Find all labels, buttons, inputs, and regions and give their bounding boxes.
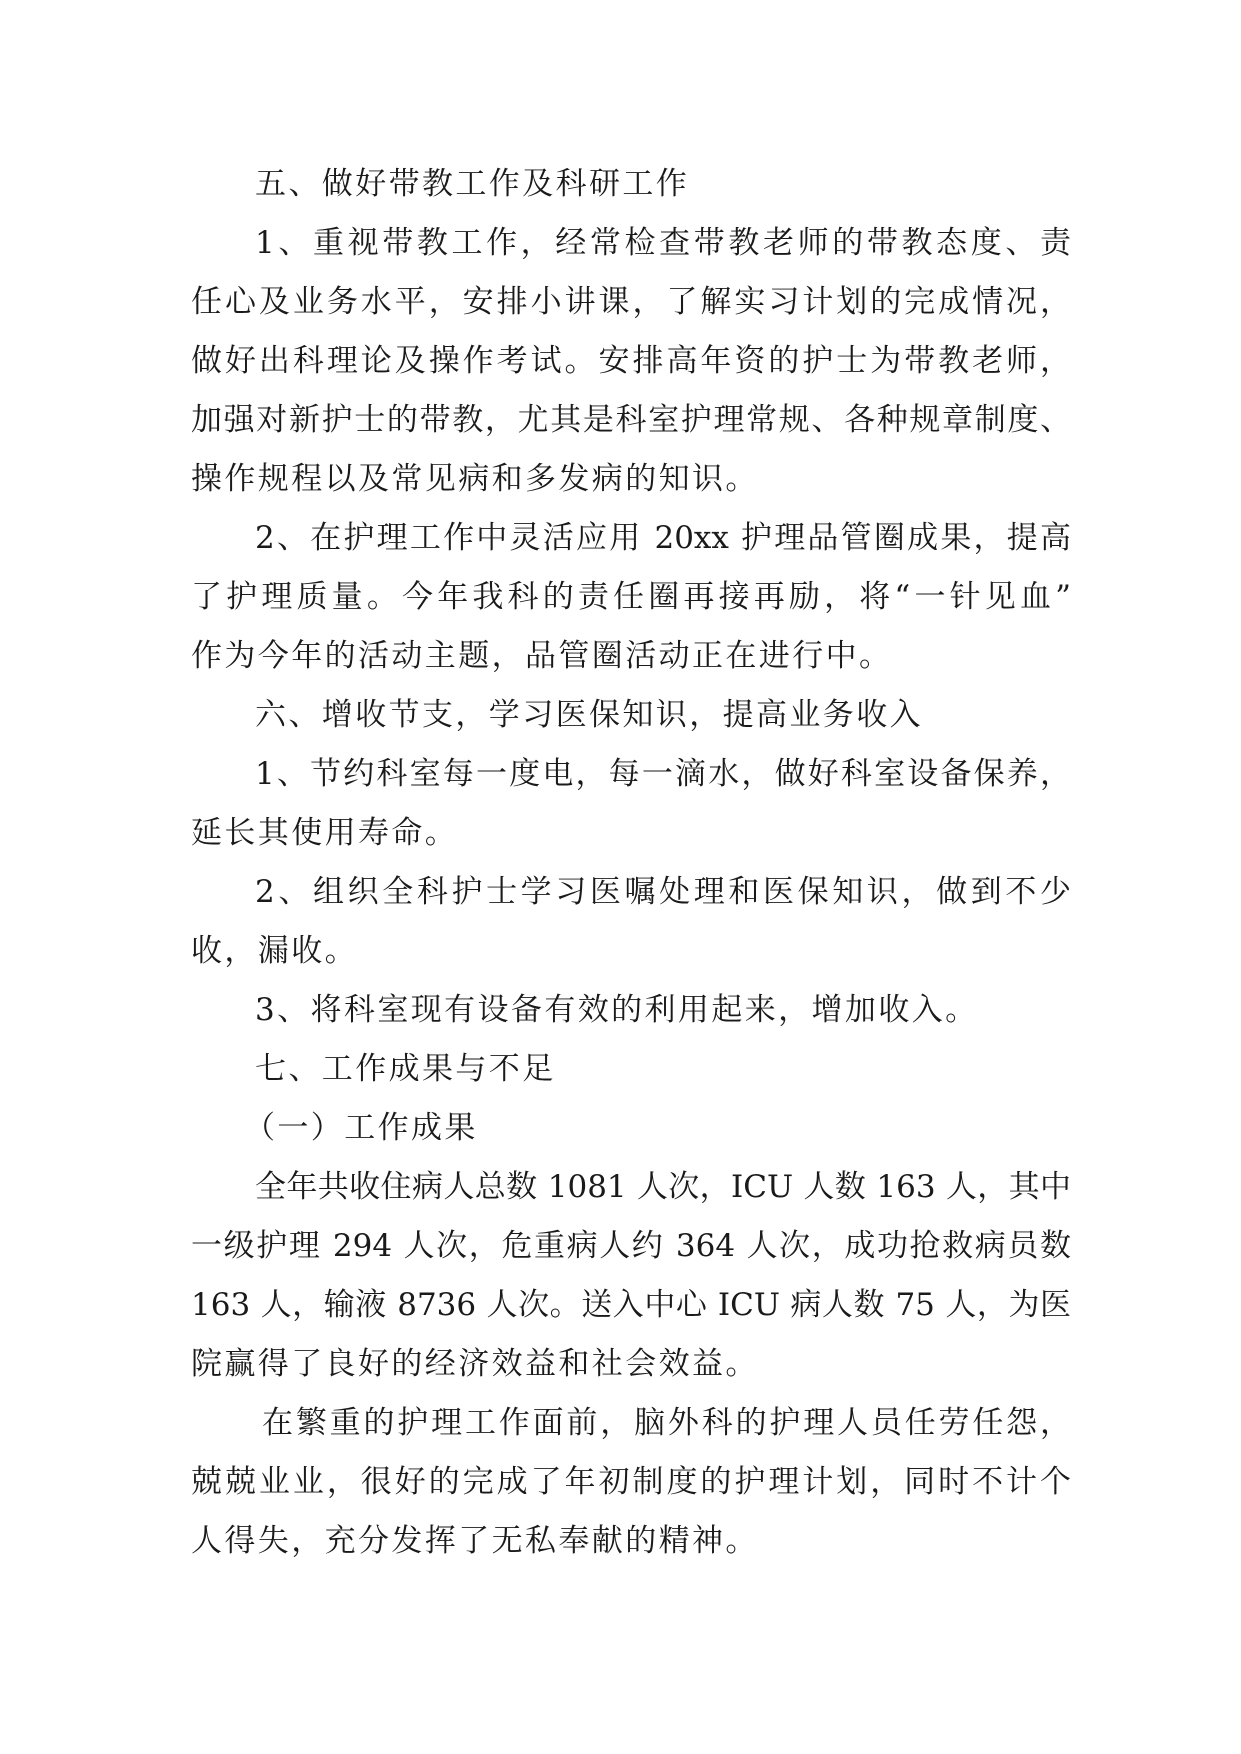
paragraph-line: 1、重视带教工作，经常检查带教老师的带教态度、责 — [255, 225, 1071, 261]
paragraph-line: 163 人，输液 8736 人次。送入中心 ICU 病人数 75 人，为医 — [191, 1287, 1071, 1323]
paragraph-line: 兢兢业业，很好的完成了年初制度的护理计划，同时不计个 — [191, 1464, 1071, 1500]
paragraph-line: 任心及业务水平，安排小讲课，了解实习计划的完成情况， — [191, 284, 1071, 320]
paragraph-line: 全年共收住病人总数 1081 人次，ICU 人数 163 人，其中 — [255, 1169, 1071, 1205]
paragraph-line: 了护理质量。今年我科的责任圈再接再励，将“一针见血” — [191, 579, 1071, 615]
paragraph-line: 作为今年的活动主题，品管圈活动正在进行中。 — [191, 638, 893, 674]
paragraph-line: 做好出科理论及操作考试。安排高年资的护士为带教老师， — [191, 343, 1071, 379]
paragraph-line: 一级护理 294 人次，危重病人约 364 人次，成功抢救病员数 — [191, 1228, 1071, 1264]
paragraph-line: 加强对新护士的带教，尤其是科室护理常规、各种规章制度、 — [191, 402, 1071, 438]
section-heading-5: 五、做好带教工作及科研工作 — [255, 166, 690, 202]
paragraph-line: 收，漏收。 — [191, 933, 358, 969]
paragraph-line: 2、在护理工作中灵活应用 20xx 护理品管圈成果，提高 — [255, 520, 1071, 556]
paragraph-line: 1、节约科室每一度电，每一滴水，做好科室设备保养， — [255, 756, 1071, 792]
paragraph-line: 2、组织全科护士学习医嘱处理和医保知识，做到不少 — [255, 874, 1071, 910]
paragraph-line: 操作规程以及常见病和多发病的知识。 — [191, 461, 759, 497]
paragraph-line: 人得失，充分发挥了无私奉献的精神。 — [191, 1523, 759, 1559]
section-heading-6: 六、增收节支，学习医保知识，提高业务收入 — [255, 697, 923, 733]
paragraph-line: 院赢得了良好的经济效益和社会效益。 — [191, 1346, 759, 1382]
paragraph-line: 在繁重的护理工作面前，脑外科的护理人员任劳任怨， — [262, 1405, 1071, 1441]
section-heading-7: 七、工作成果与不足 — [255, 1051, 556, 1087]
paragraph-line: 延长其使用寿命。 — [191, 815, 459, 851]
subsection-heading: （一）工作成果 — [244, 1110, 478, 1146]
paragraph-line: 3、将科室现有设备有效的利用起来，增加收入。 — [255, 992, 979, 1028]
